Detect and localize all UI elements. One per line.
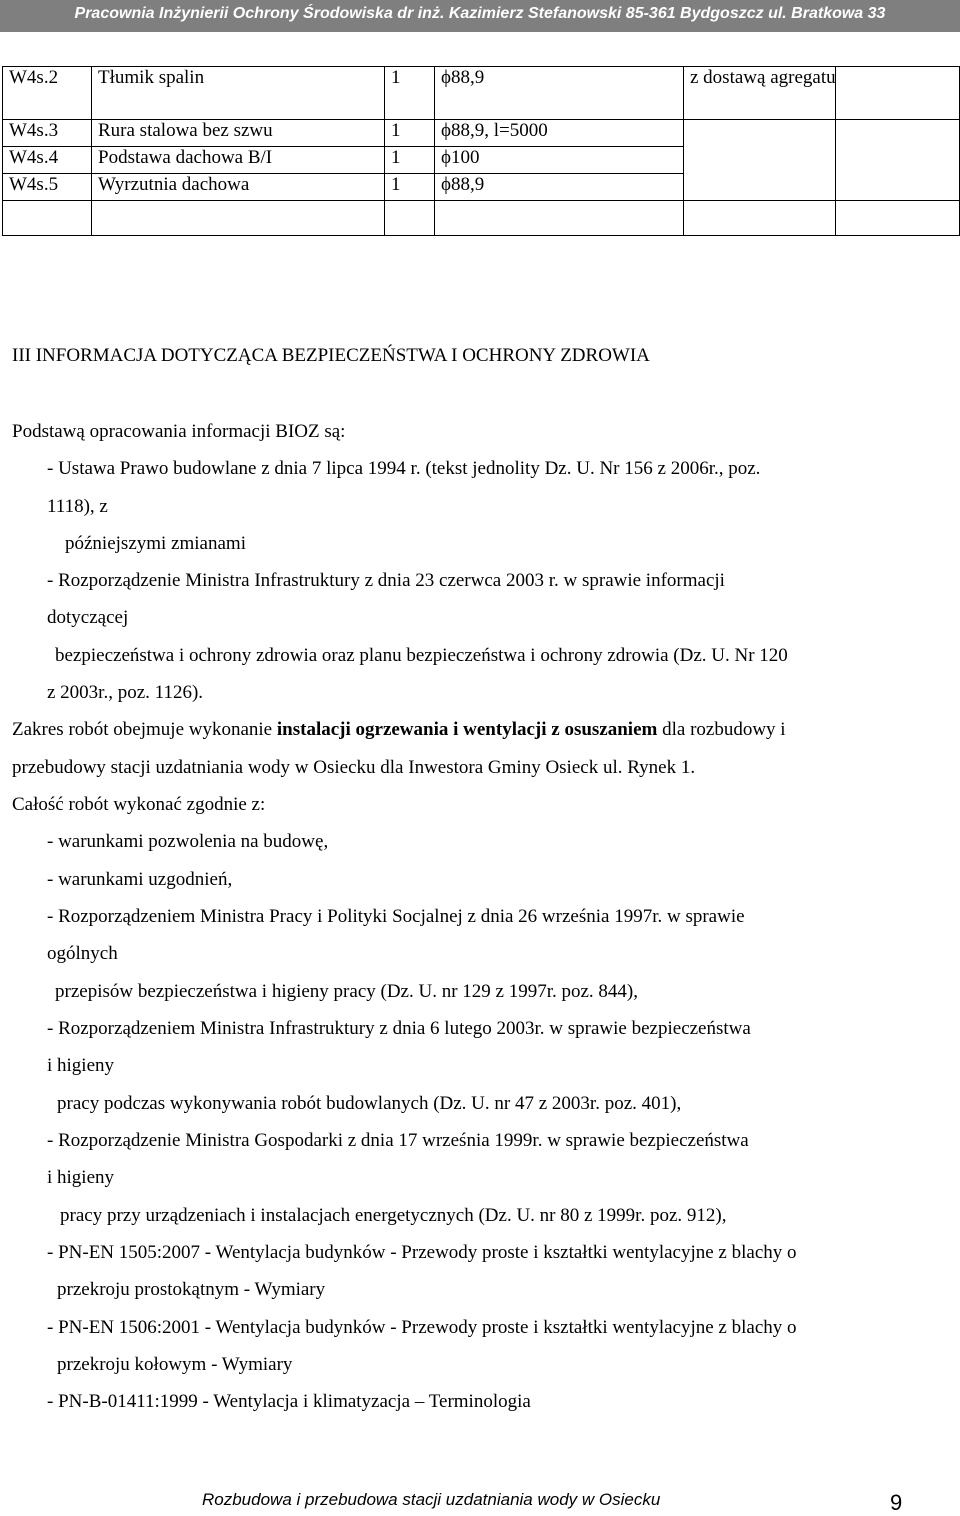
list-item-continuation: bezpieczeństwa i ochrony zdrowia oraz planu bezpieczeństwa i ochrony zdrowia (Dz. U. Nr 120 (55, 645, 788, 666)
part-code: W4s.5 (3, 174, 92, 201)
scope-text: Zakres robót obejmuje wykonanie (12, 719, 277, 740)
scope-bold-text: instalacji ogrzewania i wentylacji z osuszaniem (276, 719, 658, 740)
list-item-continuation: pracy podczas wykonywania robót budowlanych (Dz. U. nr 47 z 2003r. poz. 401), (57, 1093, 682, 1114)
list-item: - Rozporządzenie Ministra Gospodarki z dnia 17 września 1999r. w sprawie bezpieczeństwa (47, 1130, 749, 1151)
list-item-continuation: przekroju kołowym - Wymiary (57, 1354, 293, 1375)
list-item-continuation: przekroju prostokątnym - Wymiary (57, 1279, 326, 1300)
part-dimension: ϕ88,9 (435, 67, 684, 120)
list-item-continuation: ogólnych (47, 943, 118, 964)
part-name: Rura stalowa bez szwu (92, 120, 385, 147)
part-name: Tłumik spalin (92, 67, 385, 120)
paragraph: przebudowy stacji uzdatniania wody w Osiecku dla Inwestora Gminy Osieck ul. Rynek 1. (12, 757, 696, 778)
part-code: W4s.2 (3, 67, 92, 120)
part-qty: 1 (385, 147, 435, 174)
table-row (3, 174, 960, 201)
part-qty: 1 (385, 174, 435, 201)
page-number: 9 (890, 1490, 903, 1515)
table-row (3, 147, 960, 174)
list-item: - Rozporządzeniem Ministra Pracy i Polityki Socjalnej z dnia 26 września 1997r. w sprawie (47, 906, 745, 927)
list-item: - Ustawa Prawo budowlane z dnia 7 lipca 1994 r. (tekst jednolity Dz. U. Nr 156 z 2006r., poz. (47, 458, 761, 479)
scope-paragraph (12, 718, 786, 742)
list-item: - warunkami uzgodnień, (47, 869, 233, 890)
list-item-continuation: przepisów bezpieczeństwa i higieny pracy (Dz. U. nr 129 z 1997r. poz. 844), (55, 981, 639, 1002)
list-item: - PN-EN 1506:2001 - Wentylacja budynków - Przewody proste i kształtki wentylacyjne z blachy o (47, 1317, 797, 1338)
paragraph: Całość robót wykonać zgodnie z: (12, 794, 266, 815)
list-item-continuation: i higieny (47, 1055, 115, 1076)
table-row (3, 67, 960, 120)
list-item-continuation: dotyczącej (47, 607, 129, 628)
list-item: - PN-B-01411:1999 - Wentylacja i klimatyzacja – Terminologia (47, 1391, 531, 1412)
list-item-continuation: z 2003r., poz. 1126). (47, 682, 204, 703)
page-header: Pracownia Inżynierii Ochrony Środowiska dr inż. Kazimierz Stefanowski 85-361 Bydgoszcz ul. Bratkowa 33 (0, 0, 960, 32)
paragraph: Podstawą opracowania informacji BIOZ są: (12, 421, 346, 442)
part-dimension: ϕ88,9 (435, 174, 684, 201)
part-qty: 1 (385, 120, 435, 147)
part-note: z dostawą agregatu (684, 67, 836, 120)
list-item-continuation: pracy przy urządzeniach i instalacjach energetycznych (Dz. U. nr 80 z 1999r. poz. 912), (60, 1205, 727, 1226)
list-item: - PN-EN 1505:2007 - Wentylacja budynków - Przewody proste i kształtki wentylacyjne z blachy o (47, 1242, 797, 1263)
list-item: - Rozporządzenie Ministra Infrastruktury z dnia 23 czerwca 2003 r. w sprawie informacji (47, 570, 725, 591)
page-footer: Rozbudowa i przebudowa stacji uzdatniania wody w Osiecku (202, 1490, 661, 1509)
part-name: Wyrzutnia dachowa (92, 174, 385, 201)
list-item: - Rozporządzeniem Ministra Infrastruktury z dnia 6 lutego 2003r. w sprawie bezpieczeństwa (47, 1018, 751, 1039)
part-qty: 1 (385, 67, 435, 120)
part-dimension: ϕ100 (435, 147, 684, 174)
parts-table (2, 66, 960, 236)
table-row (3, 201, 960, 236)
list-item: - warunkami pozwolenia na budowę, (47, 831, 329, 852)
section-title: III INFORMACJA DOTYCZĄCA BEZPIECZEŃSTWA I OCHRONY ZDROWIA (12, 345, 650, 366)
list-item-continuation: 1118), z (47, 496, 108, 517)
part-code: W4s.3 (3, 120, 92, 147)
scope-text: dla rozbudowy i (657, 719, 786, 740)
list-item-continuation: późniejszymi zmianami (65, 533, 246, 554)
part-dimension: ϕ88,9, l=5000 (435, 120, 684, 147)
table-row (3, 120, 960, 147)
list-item-continuation: i higieny (47, 1167, 115, 1188)
part-code: W4s.4 (3, 147, 92, 174)
part-name: Podstawa dachowa B/I (92, 147, 385, 174)
